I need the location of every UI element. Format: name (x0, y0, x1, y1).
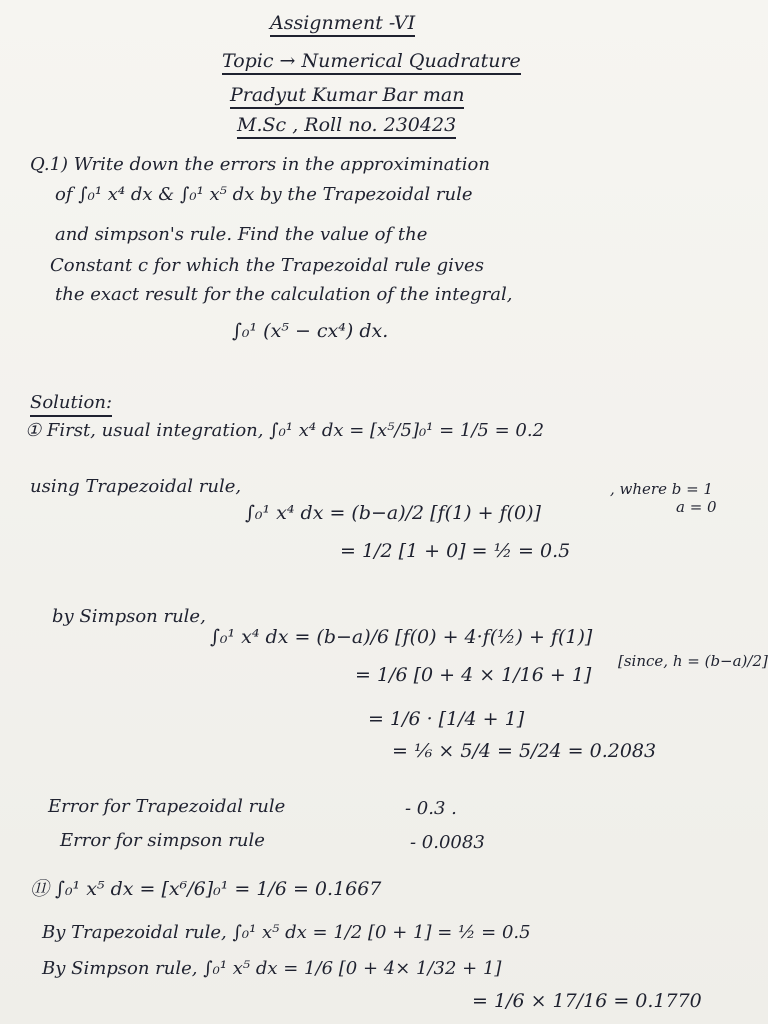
question-line-1: Q.1) Write down the errors in the approximination (30, 154, 490, 175)
error-trap-value: - 0.3 . (405, 798, 457, 819)
simp-line-2: = 1/6 [0 + 4 × 1/16 + 1] (355, 664, 592, 686)
error-trap-label: Error for Trapezoidal rule (48, 796, 286, 817)
question-line-6: ∫₀¹ (x⁵ − cx⁴) dx. (232, 320, 389, 342)
simp-line-4: = ⅙ × 5/4 = 5/24 = 0.2083 (392, 740, 657, 762)
topic-line: Topic → Numerical Quadrature (222, 50, 521, 75)
part2-line-1: ⑪ ∫₀¹ x⁵ dx = [x⁶/6]₀¹ = 1/6 = 0.1667 (30, 878, 382, 900)
part2-trap: By Trapezoidal rule, ∫₀¹ x⁵ dx = 1/2 [0 + 1] = ½ = 0.5 (42, 922, 531, 943)
assignment-title: Assignment -VI (270, 12, 415, 37)
simp-line-3: = 1/6 · [1/4 + 1] (368, 708, 525, 730)
course-roll: M.Sc , Roll no. 230423 (237, 114, 456, 139)
question-line-4: Constant c for which the Trapezoidal rule gives (50, 255, 484, 276)
question-line-5: the exact result for the calculation of the integral, (55, 284, 513, 305)
part2-simp-2: = 1/6 × 17/16 = 0.1770 (472, 990, 702, 1012)
simp-line-1: ∫₀¹ x⁴ dx = (b−a)/6 [f(0) + 4·f(½) + f(1)] (210, 626, 593, 648)
error-simp-label: Error for simpson rule (60, 830, 265, 851)
part1-intro: ① First, usual integration, ∫₀¹ x⁴ dx = [x⁵/5]₀¹ = 1/5 = 0.2 (25, 420, 545, 441)
student-name: Pradyut Kumar Bar man (230, 84, 464, 109)
question-line-2: of ∫₀¹ x⁴ dx & ∫₀¹ x⁵ dx by the Trapezoidal rule (55, 184, 473, 205)
trap-line-2: = 1/2 [1 + 0] = ½ = 0.5 (340, 540, 571, 562)
trap-where: , where b = 1 (610, 480, 713, 498)
trap-heading: using Trapezoidal rule, (30, 476, 242, 497)
error-simp-value: - 0.0083 (410, 832, 485, 853)
question-line-3: and simpson's rule. Find the value of the (55, 224, 428, 245)
part2-simp: By Simpson rule, ∫₀¹ x⁵ dx = 1/6 [0 + 4× 1/32 + 1] (42, 958, 502, 979)
simp-heading: by Simpson rule, (52, 606, 206, 627)
trap-line-1: ∫₀¹ x⁴ dx = (b−a)/2 [f(1) + f(0)] (245, 502, 541, 524)
simp-since: [since, h = (b−a)/2] (618, 652, 768, 670)
solution-heading: Solution: (30, 392, 112, 417)
trap-where-2: a = 0 (676, 498, 717, 516)
